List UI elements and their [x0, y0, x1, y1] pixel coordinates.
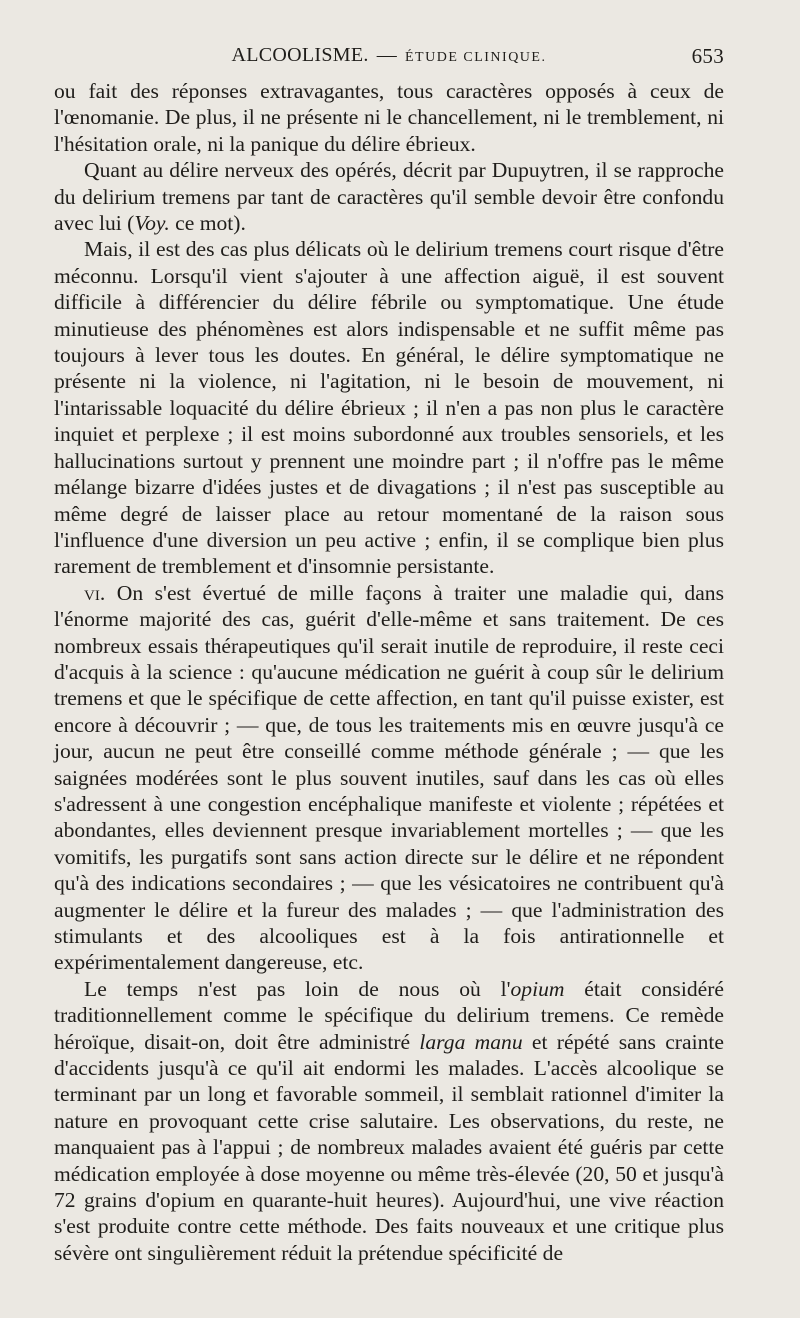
- paragraph-5-italic-opium: opium: [510, 976, 565, 1001]
- page-number: 653: [691, 44, 724, 68]
- body-text: [54, 78, 724, 1266]
- section-number: vi.: [84, 580, 106, 605]
- paragraph-3-text: Mais, il est des cas plus délicats où le delirium tremens court risque d'être méconnu. Lorsqu'il vient s'ajouter à une affection aiguë, il est souvent difficile à différencier du délire fébrile ou symptomatique. Une étude minutieuse des phénomènes est alors indispensable et ne suffit même pas toujours à lever tous les doutes. En général, le délire symptomatique ne présente ni la violence, ni l'agitation, ni le besoin de mouvement, ni l'intarissable loquacité du délire ébrieux ; il n'en a pas non plus le caractère inquiet et perplexe ; il est moins subordonné aux troubles sensoriels, et les hallucinations surtout y prennent une moindre part ; il n'offre pas le même mélange bizarre d'idées justes et de divagations ; il n'est pas susceptible au même degré de laisser place au retour momentané de la raison sous l'influence d'une diversion un peu active ; enfin, il se complique bien plus rarement de tremblement et d'insomnie persistante.: [54, 237, 724, 579]
- paragraph-5-italic-larga-manu: larga manu: [419, 1029, 523, 1054]
- running-header: [54, 40, 724, 78]
- paragraph-4: [54, 580, 724, 976]
- paragraph-2-text-b: ce mot).: [169, 211, 246, 236]
- paragraph-5: [54, 976, 724, 1266]
- running-title-subtitle: ÉTUDE CLINIQUE.: [405, 50, 547, 65]
- paragraph-5-text-a: Le temps n'est pas loin de nous où l': [84, 976, 511, 1001]
- paragraph-5-text-b: était considéré traditionnellement comme le spécifique du delirium tremens. Ce remède héroïque, disait-on, doit être administré: [54, 976, 724, 1054]
- paragraph-1-text: ou fait des réponses extravagantes, tous caractères opposés à ceux de l'œnomanie. De plus, il ne présente ni le chancellement, ni le tremblement, ni l'hésitation orale, ni la panique du délire ébrieux.: [54, 79, 724, 156]
- paragraph-4-text: On s'est évertué de mille façons à traiter une maladie qui, dans l'énorme majorité des cas, guérit d'elle-même et sans traitement. De ces nombreux essais thérapeutiques qu'il serait inutile de reproduire, il reste ceci d'acquis à la science : qu'aucune médication ne guérit à coup sûr le delirium tremens et que le spécifique de cette affection, en tant qu'il puisse exister, est encore à découvrir ; — que, de tous les traitements mis en œuvre jusqu'à ce jour, aucun ne peut être conseillé comme méthode générale ; — que les saignées modérées sont le plus souvent inutiles, sauf dans les cas où elles s'adressent à une congestion encéphalique manifeste et violente ; répétées et abondantes, elles deviennent presque invariablement mortelles ; — que les vomitifs, les purgatifs sont sans action directe sur le délire et ne répondent qu'à des indications secondaires ; — que les vésicatoires ne contribuent qu'à augmenter le délire et la fureur des malades ; — que l'administration des stimulants et des alcooliques est à la fois antirationnelle et expérimentalement dangereuse, etc.: [54, 580, 724, 975]
- paragraph-1: [54, 78, 724, 157]
- running-title-main: ALCOOLISME.: [231, 44, 369, 66]
- paragraph-5-text-c: et répété sans crainte d'accidents jusqu'à ce qu'il ait endormi les malades. L'accès alcoolique se terminant par un long et favorable sommeil, il semblait rationnel d'imiter la nature en provoquant cette crise salutaire. Les observations, du reste, ne manquaient pas à l'appui ; de nombreux malades avaient été guéris par cette médication employée à dose moyenne ou même très-élevée (20, 50 et jusqu'à 72 grains d'opium en quarante-huit heures). Aujourd'hui, une vive réaction s'est produite contre cette méthode. Des faits nouveaux et une critique plus sévère ont singulièrement réduit la prétendue spécificité de: [54, 1029, 724, 1265]
- paragraph-3: [54, 236, 724, 579]
- paragraph-2-italic: Voy.: [134, 211, 170, 236]
- running-title: [54, 44, 724, 67]
- running-title-separator: —: [376, 44, 397, 66]
- paragraph-2: [54, 157, 724, 236]
- paragraph-2-text-a: Quant au délire nerveux des opérés, décrit par Dupuytren, il se rapproche du delirium tremens par tant de caractères qu'il semble devoir être confondu avec lui (: [54, 158, 724, 236]
